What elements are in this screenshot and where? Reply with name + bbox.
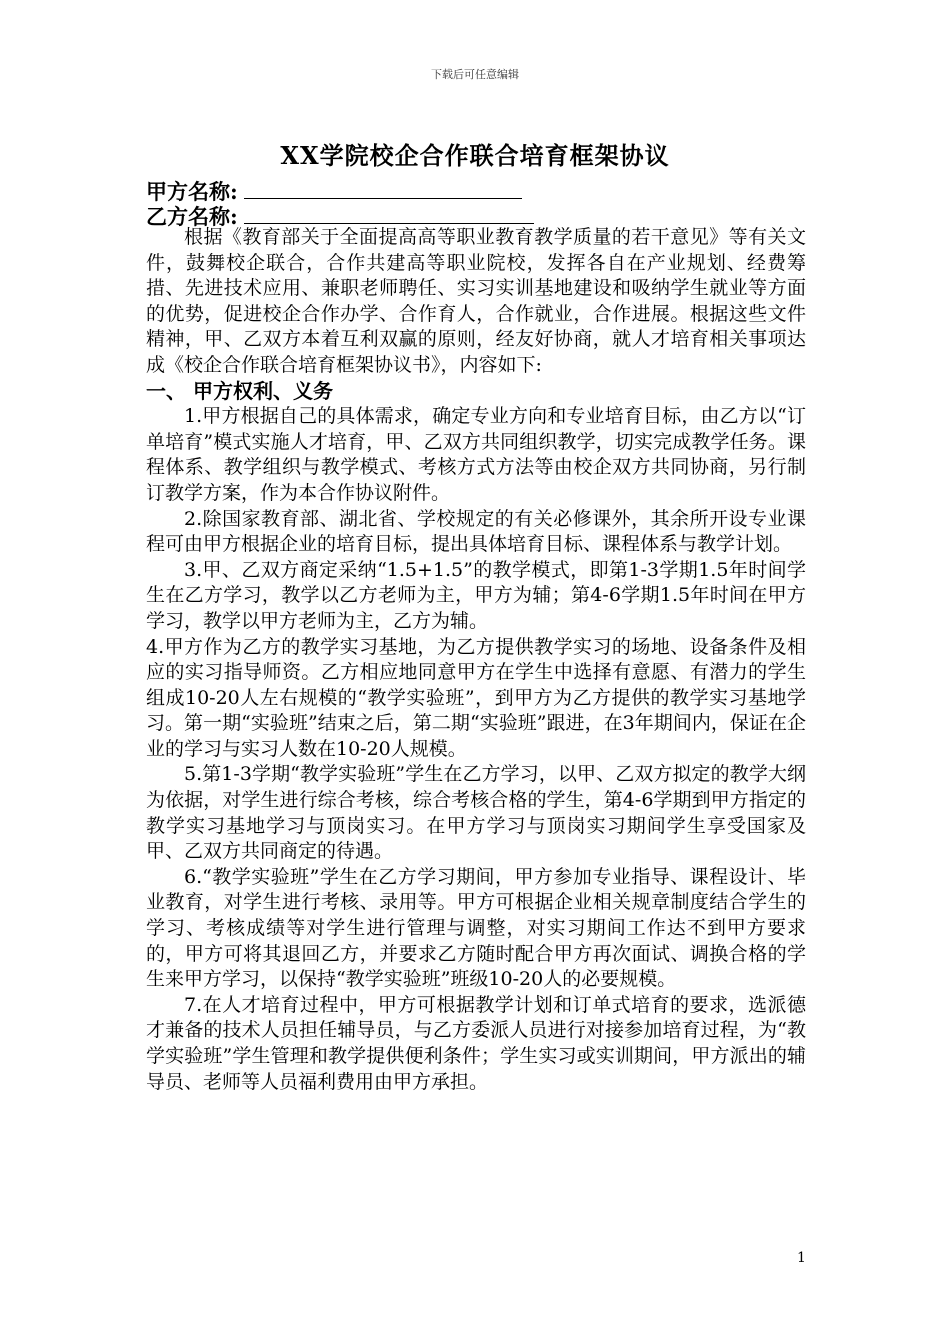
party-a-label: 甲方名称:: [146, 179, 238, 204]
clause-1: 1.甲方根据自己的具体需求，确定专业方向和专业培育目标，由乙方以“订单培育”模式实施人才培育，甲、乙双方共同组织教学，切实完成教学任务。课程体系、教学组织与教学模式、考核方式方法等由校企双方共同协商，另行制订教学方案，作为本合作协议附件。: [146, 405, 806, 504]
clause-6: 6.“教学实验班”学生在乙方学习期间，甲方参加专业指导、课程设计、毕业教育，对学生进行考核、录用等。甲方可根据企业相关规章制度结合学生的学习、考核成绩等对学生进行管理与调整，对实习期间工作达不到甲方要求的，甲方可将其退回乙方，并要求乙方随时配合甲方再次面试、调换合格的学生来甲方学习，以保持“教学实验班”班级10-20人的必要规模。: [146, 865, 806, 991]
clause-2: 2.除国家教育部、湖北省、学校规定的有关必修课外，其余所开设专业课程可由甲方根据企业的培育目标，提出具体培育目标、课程体系与教学计划。: [146, 507, 806, 556]
document-title: XX学院校企合作联合培育框架协议: [280, 141, 670, 170]
party-a-line: [146, 178, 522, 205]
section-1-heading: 一、 甲方权利、义务: [146, 378, 333, 403]
clause-7: 7.在人才培育过程中，甲方可根据教学计划和订单式培育的要求，选派德才兼备的技术人员担任辅导员，与乙方委派人员进行对接参加培育过程，为“教学实验班”学生管理和教学提供便利条件；学生实习或实训期间，甲方派出的辅导员、老师等人员福利费用由甲方承担。: [146, 993, 806, 1093]
clause-3: 3.甲、乙双方商定采纳“1.5+1.5”的教学模式，即第1-3学期1.5年时间学生在乙方学习，教学以乙方老师为主，甲方为辅；第4-6学期1.5年时间在甲方学习，教学以甲方老师为主，乙方为辅。: [146, 558, 806, 632]
preamble-paragraph: 根据《教育部关于全面提高高等职业教育教学质量的若干意见》等有关文件，鼓舞校企联合，合作共建高等职业院校，发挥各自在产业规划、经费筹措、先进技术应用、兼职老师聘任、实习实训基地建设和吸纳学生就业等方面的优势，促进校企合作办学、合作育人，合作就业，合作进展。根据这些文件精神，甲、乙双方本着互利双赢的原则，经友好协商，就人才培育相关事项达成《校企合作联合培育框架协议书》，内容如下:: [146, 226, 806, 376]
party-b-blank[interactable]: [244, 203, 534, 224]
party-a-blank[interactable]: [244, 178, 522, 199]
page-number: 1: [797, 1250, 806, 1266]
clause-4: 4.甲方作为乙方的教学实习基地，为乙方提供教学实习的场地、设备条件及相应的实习指导师资。乙方相应地同意甲方在学生中选择有意愿、有潜力的学生组成10-20人左右规模的“教学实验班”，到甲方为乙方提供的教学实习基地学习。第一期“实验班”结束之后，第二期“实验班”跟进，在3年期间内，保证在企业的学习与实习人数在10-20人规模。: [146, 635, 806, 760]
page-header-note: 下载后可任意编辑: [431, 68, 519, 81]
party-b-label: 乙方名称:: [146, 204, 238, 229]
clause-5: 5.第1-3学期“教学实验班”学生在乙方学习，以甲、乙双方拟定的教学大纲为依据，对学生进行综合考核，综合考核合格的学生，第4-6学期到甲方指定的教学实习基地学习与顶岗实习。在甲方学习与顶岗实习期间学生享受国家及甲、乙双方共同商定的待遇。: [146, 763, 806, 863]
document-body: [146, 225, 806, 1095]
